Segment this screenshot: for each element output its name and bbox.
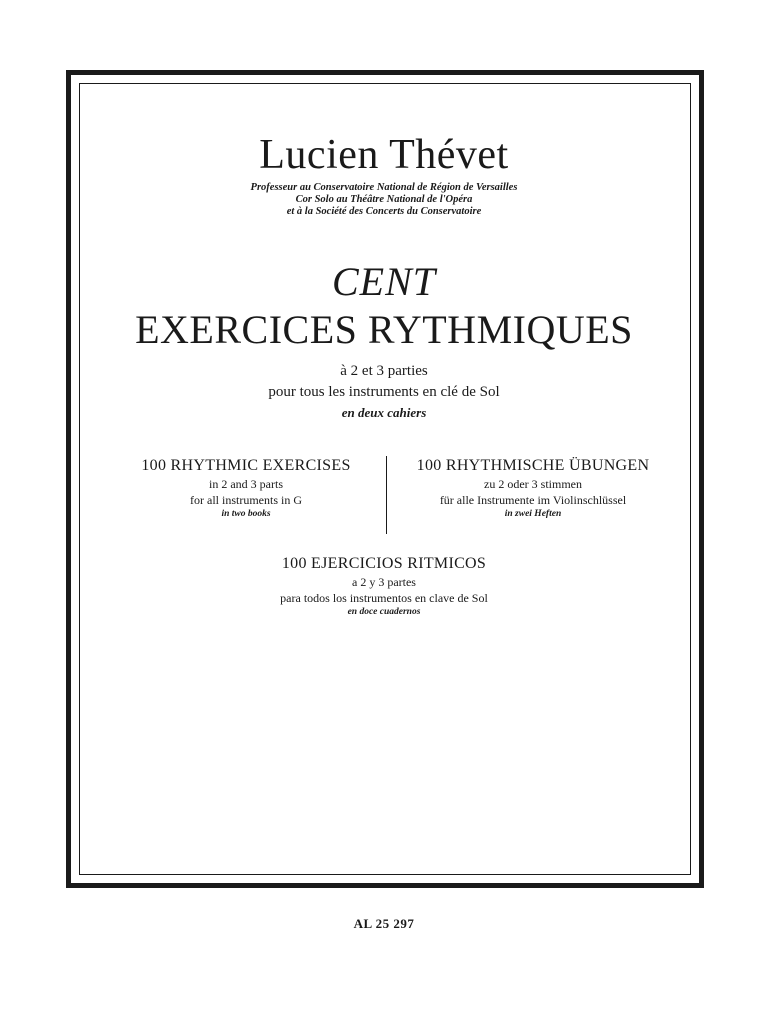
spanish-books: en doce cuadernos — [347, 607, 421, 617]
author-credits — [0, 182, 768, 218]
english-parts: in 2 and 3 parts — [209, 477, 283, 491]
author-name: Lucien Thévet — [259, 132, 509, 178]
german-parts: zu 2 oder 3 stimmen — [484, 477, 582, 491]
title-main: EXERCICES RYTHMIQUES — [135, 307, 633, 352]
spanish-block — [0, 554, 768, 619]
title-books: en deux cahiers — [341, 405, 427, 420]
catalog-number: AL 25 297 — [353, 916, 415, 931]
english-instruments: for all instruments in G — [190, 493, 302, 507]
german-block — [388, 456, 678, 521]
german-books: in zwei Heften — [504, 509, 562, 519]
credit-line: et à la Société des Concerts du Conservatoire — [286, 206, 482, 217]
english-heading: 100 RHYTHMIC EXERCISES — [141, 457, 351, 474]
column-divider — [386, 456, 387, 534]
english-block — [106, 456, 386, 521]
spanish-heading: 100 EJERCICIOS RITMICOS — [281, 555, 487, 572]
title-cent: CENT — [331, 259, 437, 304]
spanish-parts: a 2 y 3 partes — [352, 575, 416, 589]
german-instruments: für alle Instrumente im Violinschlüssel — [439, 493, 627, 507]
spanish-instruments: para todos los instrumentos en clave de Sol — [280, 591, 488, 605]
german-heading: 100 RHYTHMISCHE ÜBUNGEN — [416, 457, 650, 474]
title-parts: à 2 et 3 parties — [340, 363, 428, 379]
credit-line: Professeur au Conservatoire National de Région de Versailles — [250, 182, 518, 193]
credit-line: Cor Solo au Théâtre National de l'Opéra — [295, 194, 473, 205]
title-instruments: pour tous les instruments en clé de Sol — [268, 384, 500, 400]
english-books: in two books — [221, 509, 271, 519]
